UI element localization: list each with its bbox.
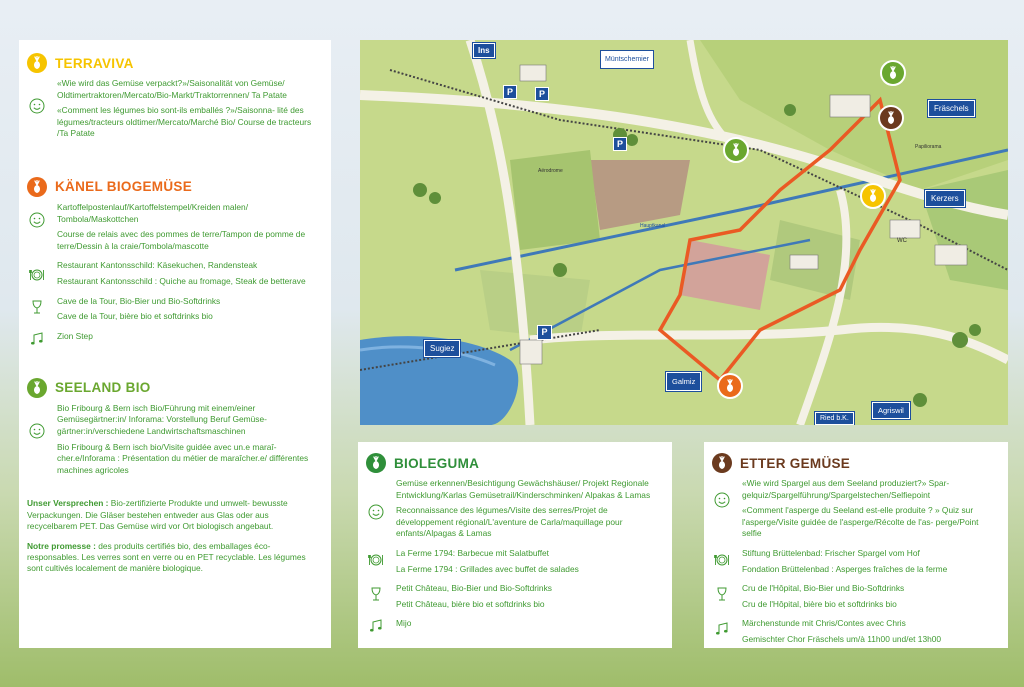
place-sign-kerzers: Kerzers (925, 190, 965, 207)
etter-title: ETTER GEMÜSE (740, 455, 851, 471)
kaenel-food-de: Restaurant Kantonsschild: Käsekuchen, Randensteak (57, 260, 258, 271)
music-note-icon (27, 331, 47, 347)
smile-icon (712, 478, 732, 544)
terraviva-title: TERRAVIVA (55, 55, 134, 71)
place-sign-fraeschels: Fräschels (928, 100, 975, 117)
terraviva-activities-fr: «Comment les légumes bio sont-ils emballés ?»/Saisonna- lité des légumes/tracteurs oldtimer/Mercato/Marché Bio/ Course de tracteurs /Ta Patate (57, 105, 312, 139)
wine-glass-icon (712, 583, 732, 614)
smile-icon (27, 78, 47, 144)
label-papiliorama: Papiliorama (915, 144, 942, 150)
bioleguma-logo-icon (366, 453, 386, 473)
promise-de-label: Unser Versprechen : (27, 498, 109, 509)
bioleguma-title: BIOLEGUMA (394, 455, 480, 471)
seeland-section (27, 377, 321, 481)
bioleguma-panel (358, 442, 672, 648)
etter-food-fr: Fondation Brüttelenbad : Asperges fraîches de la ferme (742, 563, 948, 574)
kaenel-marker-icon[interactable] (717, 373, 743, 399)
wine-glass-icon (366, 583, 386, 614)
bioleguma-marker-icon[interactable] (723, 137, 749, 163)
place-sign-ins: Ins (473, 43, 495, 58)
kaenel-music: Zion Step (57, 330, 93, 341)
place-sign-ried: Ried b.K. (815, 412, 854, 425)
terraviva-section (27, 52, 321, 144)
etter-kids-fr: «Comment l'asperge du Seeland est-elle produite ? » Quiz sur l'asperge/Visite guidée de l'asperge/Récolte de l'as- perge/Point selfie (742, 505, 979, 539)
promise-section (27, 498, 321, 574)
seeland-title: SEELAND BIO (55, 380, 151, 396)
place-sign-agriswil: Agriswil (872, 402, 910, 419)
left-info-panel (19, 40, 331, 648)
bioleguma-music: Mijo (396, 618, 412, 629)
bioleguma-drink-fr: Petit Château, bière bio et softdrinks bio (396, 598, 545, 609)
bioleguma-kids-de: Gemüse erkennen/Besichtigung Gewächshäuser/ Projekt Regionale Entwicklung/Karlas Gemüsetrail/Kinderschminken/ Alpakas & Lamas (396, 478, 651, 500)
smile-icon (27, 202, 47, 256)
parking-icon: P (613, 137, 627, 151)
parking-icon: P (535, 87, 549, 101)
plate-icon (27, 260, 47, 291)
plate-icon (712, 548, 732, 579)
kaenel-drink-fr: Cave de la Tour, bière bio et softdrinks bio (57, 311, 213, 322)
kaenel-food-fr: Restaurant Kantonsschild : Quiche au fromage, Steak de betterave (57, 275, 306, 286)
etter-food-de: Stiftung Brüttelenbad: Frischer Spargel vom Hof (742, 547, 920, 558)
kaenel-title: KÄNEL BIOGEMÜSE (55, 179, 193, 195)
label-aerodrome: Aérodrome (538, 168, 563, 174)
parking-icon: P (537, 325, 552, 340)
terraviva-logo-icon (27, 53, 47, 73)
terraviva-activities-de: «Wie wird das Gemüse verpackt?»/Saisonalität von Gemüse/ Oldtimertraktoren/Mercato/Bio-Markt/Traktorrennen/ Ta Patate (57, 78, 287, 100)
seeland-activities-fr: Bio Fribourg & Bern isch bio/Visite guidée avec un.e maraî- cher.e/Inforama : Présentation du métier de maraîcher.e/ différentes machines agricoles (57, 441, 309, 475)
smile-icon (366, 478, 386, 544)
bioleguma-kids-fr: Reconnaissance des légumes/Visite des serres/Projet de développement régional/L'aventure de Carla/maquillage pour enfants/Alpagas & Lamas (396, 505, 623, 539)
seeland-marker-icon[interactable] (880, 60, 906, 86)
bioleguma-drink-de: Petit Château, Bio-Bier und Bio-Softdrinks (396, 583, 552, 594)
smile-icon (27, 403, 47, 481)
bioleguma-food-fr: La Ferme 1794 : Grillades avec buffet de salades (396, 563, 579, 574)
promise-de-text: Bio-zertifizierte Produkte und umwelt- bewusste Verpackungen. Die Gläser bestehen entweder aus Glas oder aus recycelbarem PET. Das Gemüse wird vor Ort biologisch angebaut. (27, 498, 288, 532)
promise-fr-text: des produits certifiés bio, des emballages éco- responsables. Les verres sont en verre ou en PET recyclable. Les légumes sont cultivés localement de manière biologique. (27, 540, 306, 574)
kaenel-logo-icon (27, 177, 47, 197)
plate-icon (366, 548, 386, 579)
etter-marker-icon[interactable] (878, 105, 904, 131)
parking-icon: P (503, 85, 517, 99)
music-note-icon (366, 618, 386, 634)
illustrated-map (360, 40, 1008, 425)
etter-drink-fr: Cru de l'Hôpital, bière bio et softdrinks bio (742, 598, 897, 609)
kaenel-drink-de: Cave de la Tour, Bio-Bier und Bio-Softdrinks (57, 295, 221, 306)
place-sign-galmiz: Galmiz (666, 372, 701, 391)
kaenel-section (27, 176, 321, 347)
label-wc: WC (897, 238, 907, 244)
bioleguma-food-de: La Ferme 1794: Barbecue mit Salatbuffet (396, 547, 550, 558)
label-hauptkanal: Hauptkanal (640, 223, 666, 229)
etter-logo-icon (712, 453, 732, 473)
music-note-icon (712, 618, 732, 649)
place-sign-muentschemier: Müntschemier (600, 50, 654, 69)
seeland-activities-de: Bio Fribourg & Bern isch Bio/Führung mit einem/einer Gemüsegärtner:in/ Inforama: Vorstellung Beruf Gemüse- gärtner:in/verschiedene Landwirtschaftsmaschinen (57, 402, 267, 436)
map-drawing (360, 40, 1008, 425)
terraviva-marker-icon[interactable] (860, 183, 886, 209)
etter-drink-de: Cru de l'Hôpital, Bio-Bier und Bio-Softdrinks (742, 583, 905, 594)
kaenel-kids-de: Kartoffelpostenlauf/Kartoffelstempel/Kreiden malen/ Tombola/Maskottchen (57, 201, 249, 224)
promise-fr-label: Notre promesse : (27, 540, 96, 551)
etter-panel (704, 442, 1008, 648)
etter-music-fr: Gemischter Chor Fräschels um/à 11h00 und/et 13h00 (742, 633, 942, 644)
place-sign-sugiez: Sugiez (424, 340, 460, 357)
seeland-logo-icon (27, 378, 47, 398)
kaenel-kids-fr: Course de relais avec des pommes de terre/Tampon de pomme de terre/Dessin à la craie/Tombola/mascotte (57, 229, 306, 251)
etter-kids-de: «Wie wird Spargel aus dem Seeland produziert?» Spar- gelquiz/Spargelführung/Spargelstechen/Selfiepoint (742, 478, 950, 500)
wine-glass-icon (27, 296, 47, 327)
etter-music-de: Märchenstunde mit Chris/Contes avec Chris (742, 618, 906, 629)
